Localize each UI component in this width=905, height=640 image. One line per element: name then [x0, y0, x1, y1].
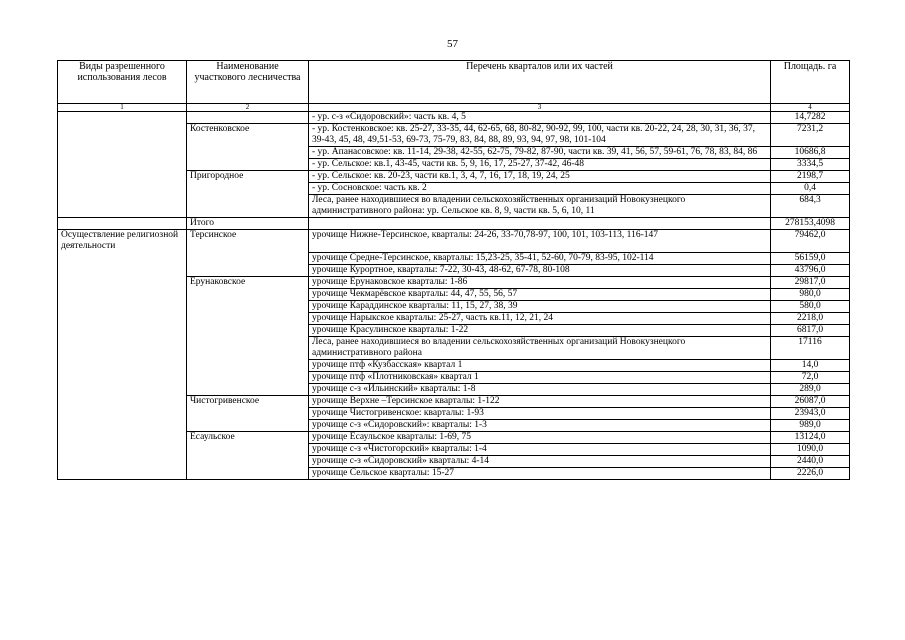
row-use-type — [58, 443, 187, 455]
column-index: 4 — [771, 104, 850, 112]
row-use-type — [58, 371, 187, 383]
row-use-type — [58, 124, 187, 147]
row-forestry-name — [187, 443, 309, 455]
table-row — [58, 276, 850, 288]
header-forestry-name: Наименование участкового лесничества — [187, 61, 309, 104]
table-row — [58, 443, 850, 455]
row-use-type — [58, 252, 187, 264]
row-quarters: Леса, ранее находившиеся во владении сельскохозяйственных организаций Новокузнецкого административного района — [309, 336, 771, 359]
row-area: 278153,4098 — [771, 218, 850, 230]
row-use-type — [58, 276, 187, 288]
row-quarters: урочище с-з «Сидоровский»: кварталы: 1-3 — [309, 419, 771, 431]
page-number: 57 — [447, 38, 458, 50]
row-quarters: - ур. Апанасовское: кв. 11-14, 29-38, 42-55, 62-75, 79-82, 87-90, части кв. 39, 41, 56, 57, 59-61, 76, 78, 83, 84, 86 — [309, 147, 771, 159]
row-forestry-name: Ерунаковское — [187, 276, 309, 288]
row-quarters: урочище с-з «Ильинский» кварталы: 1-8 — [309, 383, 771, 395]
row-area: 29817,0 — [771, 276, 850, 288]
row-forestry-name — [187, 407, 309, 419]
row-quarters: - ур. Костенковское: кв. 25-27, 33-35, 44, 62-65, 68, 80-82, 90-92, 99, 100, части кв. 20-22, 24, 28, 30, 31, 36, 37, 39-43, 45, 48, 49,51-53, 69-73, 75-79, 83, 84, 88, 89, 93, 94, 97, 98, 101-104 — [309, 124, 771, 147]
row-area: 26087,0 — [771, 395, 850, 407]
row-quarters: урочище с-з «Сидоровский» кварталы: 4-14 — [309, 455, 771, 467]
row-use-type — [58, 264, 187, 276]
row-forestry-name — [187, 159, 309, 171]
row-area: 14,0 — [771, 359, 850, 371]
row-quarters: - ур. с-з «Сидоровский»: часть кв. 4, 5 — [309, 112, 771, 124]
row-use-type — [58, 312, 187, 324]
column-index: 3 — [309, 104, 771, 112]
row-quarters: - ур. Сельское: кв.1, 43-45, части кв. 5, 9, 16, 17, 25-27, 37-42, 46-48 — [309, 159, 771, 171]
header-quarters-list: Перечень кварталов или их частей — [309, 61, 771, 104]
row-area: 980,0 — [771, 288, 850, 300]
row-forestry-name: Терсинское — [187, 230, 309, 253]
row-use-type — [58, 171, 187, 183]
row-forestry-name — [187, 467, 309, 479]
row-use-type — [58, 359, 187, 371]
row-forestry-name: Итого — [187, 218, 309, 230]
table-row — [58, 230, 850, 253]
row-forestry-name: Пригородное — [187, 171, 309, 183]
row-use-type — [58, 336, 187, 359]
row-quarters: урочище птф «Кузбасская» квартал 1 — [309, 359, 771, 371]
row-quarters: урочище Чекмарёвское кварталы: 44, 47, 55, 56, 57 — [309, 288, 771, 300]
row-quarters: урочище с-з «Чистогорский» кварталы: 1-4 — [309, 443, 771, 455]
row-forestry-name — [187, 419, 309, 431]
row-forestry-name — [187, 147, 309, 159]
table-row — [58, 431, 850, 443]
row-area: 72,0 — [771, 371, 850, 383]
row-area: 10686,8 — [771, 147, 850, 159]
row-forestry-name — [187, 336, 309, 359]
table-row — [58, 195, 850, 218]
row-area: 43796,0 — [771, 264, 850, 276]
row-quarters: - ур. Сосновское: часть кв. 2 — [309, 183, 771, 195]
row-use-type — [58, 324, 187, 336]
row-use-type — [58, 195, 187, 218]
row-forestry-name — [187, 324, 309, 336]
row-forestry-name — [187, 112, 309, 124]
row-area: 7231,2 — [771, 124, 850, 147]
table-row — [58, 252, 850, 264]
row-forestry-name — [187, 312, 309, 324]
table-row — [58, 371, 850, 383]
row-forestry-name — [187, 264, 309, 276]
row-use-type — [58, 147, 187, 159]
header-use-type: Виды разрешенного использования лесов — [58, 61, 187, 104]
row-forestry-name — [187, 183, 309, 195]
row-quarters: урочище Нарыкское кварталы: 25-27, часть кв.11, 12, 21, 24 — [309, 312, 771, 324]
table-row — [58, 419, 850, 431]
row-area: 289,0 — [771, 383, 850, 395]
row-area: 13124,0 — [771, 431, 850, 443]
row-quarters: урочище Нижне-Терсинское, кварталы: 24-26, 33-70,78-97, 100, 101, 103-113, 116-147 — [309, 230, 771, 253]
row-area: 79462,0 — [771, 230, 850, 253]
row-use-type — [58, 159, 187, 171]
row-quarters: урочище Верхне –Терсинское кварталы: 1-122 — [309, 395, 771, 407]
row-quarters — [309, 218, 771, 230]
row-area: 2218,0 — [771, 312, 850, 324]
column-index: 2 — [187, 104, 309, 112]
row-area: 56159,0 — [771, 252, 850, 264]
row-forestry-name: Костенковское — [187, 124, 309, 147]
row-use-type — [58, 407, 187, 419]
table-row — [58, 183, 850, 195]
table-row — [58, 359, 850, 371]
row-area: 17116 — [771, 336, 850, 359]
column-index-row — [58, 104, 850, 112]
row-quarters: урочище Караддинское кварталы: 11, 15, 27, 38, 39 — [309, 300, 771, 312]
row-quarters: урочище Есаульское кварталы: 1-69, 75 — [309, 431, 771, 443]
row-use-type — [58, 431, 187, 443]
row-forestry-name: Есаульское — [187, 431, 309, 443]
row-area: 2226,0 — [771, 467, 850, 479]
row-use-type — [58, 218, 187, 230]
row-area: 23943,0 — [771, 407, 850, 419]
row-area: 6817,0 — [771, 324, 850, 336]
row-use-type — [58, 300, 187, 312]
row-quarters: - ур. Сельское: кв. 20-23, части кв.1, 3, 4, 7, 16, 17, 18, 19, 24, 25 — [309, 171, 771, 183]
row-quarters: урочище птф «Плотниковская» квартал 1 — [309, 371, 771, 383]
column-index: 1 — [58, 104, 187, 112]
row-forestry-name — [187, 455, 309, 467]
table-row — [58, 124, 850, 147]
row-use-type — [58, 395, 187, 407]
table-row — [58, 112, 850, 124]
table-row — [58, 395, 850, 407]
row-quarters: урочище Ерунаковское кварталы: 1-86 — [309, 276, 771, 288]
row-use-type — [58, 455, 187, 467]
forest-use-table — [57, 60, 850, 480]
row-use-type — [58, 112, 187, 124]
table-row — [58, 312, 850, 324]
row-forestry-name: Чистогривенское — [187, 395, 309, 407]
row-forestry-name — [187, 195, 309, 218]
row-use-type — [58, 288, 187, 300]
row-quarters: Леса, ранее находившиеся во владении сельскохозяйственных организаций Новокузнецкого административного района: ур. Сельское кв. 8, 9, части кв. 5, 6, 10, 11 — [309, 195, 771, 218]
table-row — [58, 147, 850, 159]
row-use-type: Осуществление религиозной деятельности — [58, 230, 187, 253]
row-area: 2198,7 — [771, 171, 850, 183]
row-forestry-name — [187, 371, 309, 383]
table-row — [58, 159, 850, 171]
row-forestry-name — [187, 359, 309, 371]
row-use-type — [58, 383, 187, 395]
row-area: 989,0 — [771, 419, 850, 431]
row-quarters: урочище Чистогривенское: кварталы: 1-93 — [309, 407, 771, 419]
row-quarters: урочище Сельское кварталы: 15-27 — [309, 467, 771, 479]
table-row — [58, 288, 850, 300]
table-row — [58, 171, 850, 183]
row-quarters: урочище Красулинское кварталы: 1-22 — [309, 324, 771, 336]
table-row — [58, 383, 850, 395]
table-row — [58, 264, 850, 276]
table-row — [58, 336, 850, 359]
row-area: 684,3 — [771, 195, 850, 218]
row-area: 0,4 — [771, 183, 850, 195]
table-row — [58, 467, 850, 479]
row-use-type — [58, 183, 187, 195]
row-quarters: урочище Курортное, кварталы: 7-22, 30-43, 48-62, 67-78, 80-108 — [309, 264, 771, 276]
table-row — [58, 324, 850, 336]
table-row — [58, 300, 850, 312]
row-area: 580,0 — [771, 300, 850, 312]
row-forestry-name — [187, 300, 309, 312]
row-area: 14,7282 — [771, 112, 850, 124]
row-forestry-name — [187, 252, 309, 264]
header-area: Площадь. га — [771, 61, 850, 104]
table-row — [58, 407, 850, 419]
row-area: 2440,0 — [771, 455, 850, 467]
table-row — [58, 455, 850, 467]
row-use-type — [58, 467, 187, 479]
row-forestry-name — [187, 288, 309, 300]
row-use-type — [58, 419, 187, 431]
row-area: 1090,0 — [771, 443, 850, 455]
table-row — [58, 218, 850, 230]
row-quarters: урочище Средне-Терсинское, кварталы: 15,23-25, 35-41, 52-60, 70-79, 83-95, 102-114 — [309, 252, 771, 264]
row-forestry-name — [187, 383, 309, 395]
table-header-row — [58, 61, 850, 104]
row-area: 3334,5 — [771, 159, 850, 171]
